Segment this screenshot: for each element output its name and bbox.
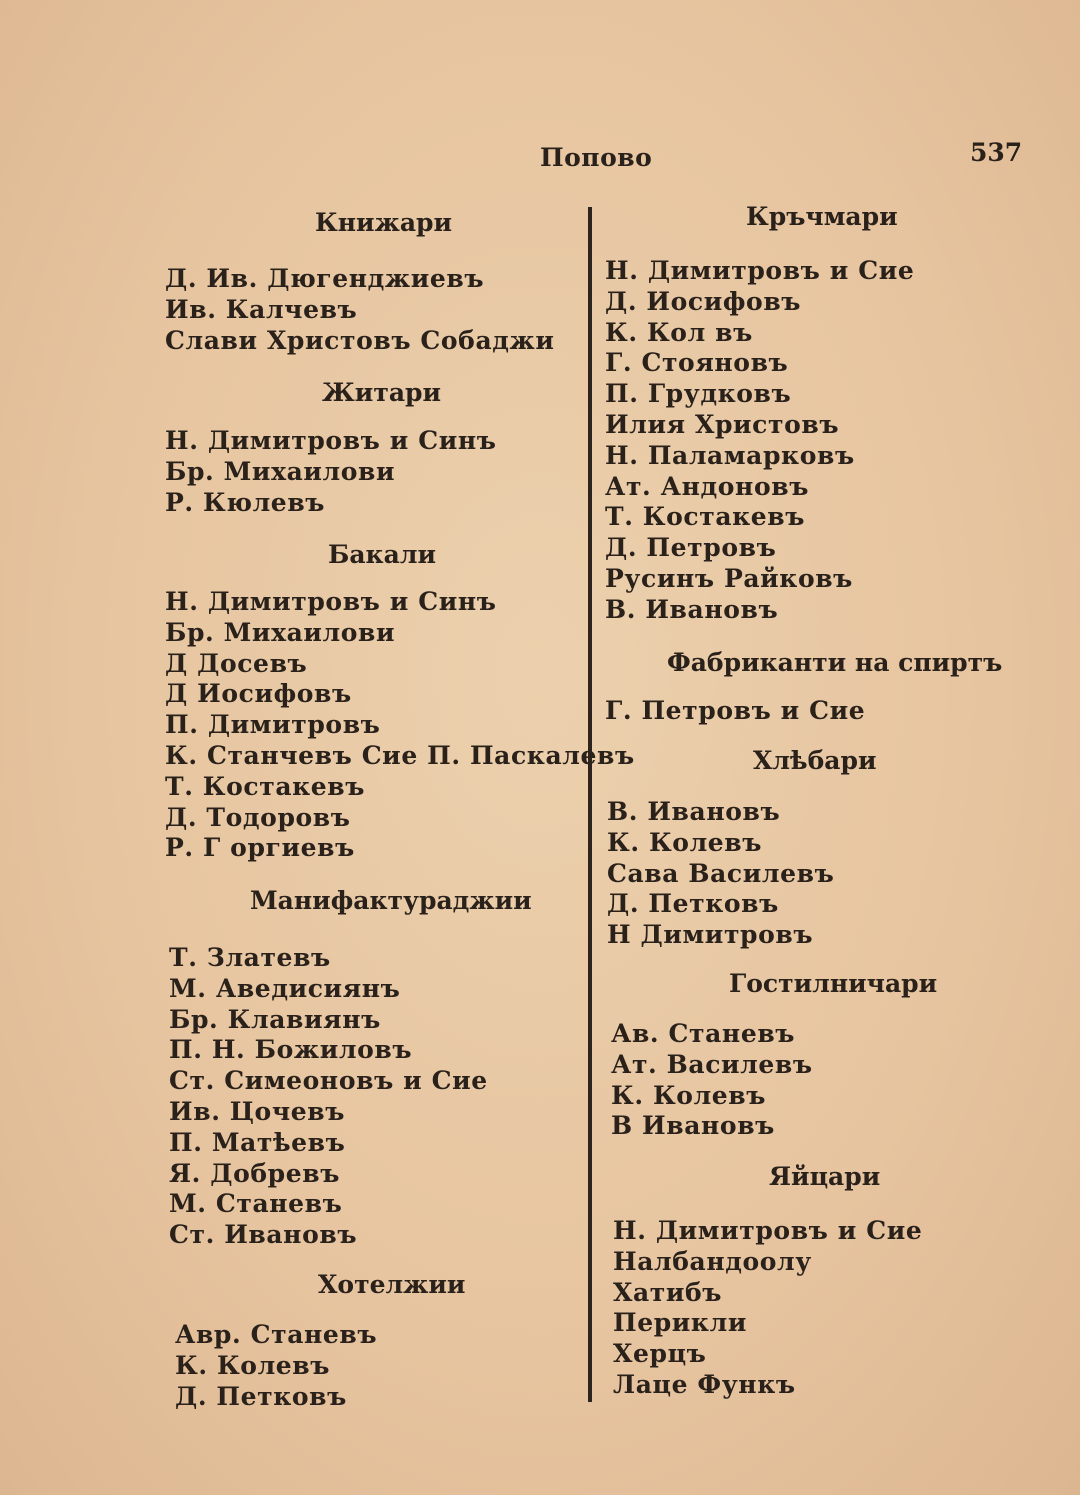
entry: Ат. Василевъ [611, 1049, 813, 1079]
entry: Д Досевъ [165, 648, 308, 678]
entry: Г. Стояновъ [605, 348, 789, 378]
entry: Перикли [613, 1308, 747, 1338]
entry: М. Станевъ [169, 1189, 343, 1219]
entry: К. Колевъ [607, 827, 763, 857]
entry: Хатибъ [613, 1277, 723, 1307]
entry: Т. Костакевъ [165, 771, 366, 801]
section-entries [175, 1320, 377, 1412]
entry: Русинъ Райковъ [605, 563, 853, 593]
entry: Лаце Функъ [613, 1369, 796, 1399]
entry: Н. Димитровъ и Синъ [165, 426, 497, 455]
section-entries [165, 426, 497, 518]
entry: Я. Добревъ [169, 1158, 340, 1188]
entry: К. Кол въ [605, 317, 753, 347]
entry: В Ивановъ [611, 1111, 775, 1141]
entry: Д. Петковъ [175, 1381, 347, 1411]
entry: В. Ивановъ [607, 797, 781, 826]
entry: П. Матѣевъ [169, 1127, 346, 1157]
entry: В. Ивановъ [605, 594, 779, 624]
section-heading: Гостилничари [729, 969, 938, 998]
section-heading: Яйцари [769, 1162, 881, 1191]
entry: Бр. Клавиянъ [169, 1004, 381, 1034]
entry: Херцъ [613, 1339, 707, 1369]
entry: Н. Паламарковъ [605, 440, 855, 470]
section-entries [605, 256, 914, 626]
page-number: 537 [970, 138, 1023, 167]
entry: Д. Иосифовъ [605, 286, 802, 316]
section-heading: Манифактураджии [250, 886, 532, 915]
entry: Налбандоолу [613, 1246, 812, 1276]
section-heading: Житари [322, 378, 442, 407]
entry: Ат. Андоновъ [605, 471, 809, 501]
entry: Т. Костакевъ [605, 502, 806, 532]
entry: Н Димитровъ [607, 920, 814, 950]
entry: Слави Христовъ Собаджи [165, 325, 555, 355]
entry: Сава Василевъ [607, 858, 835, 888]
entry: Д. Тодоровъ [165, 802, 351, 832]
entry: Д. Ив. Дюгенджиевъ [165, 264, 485, 293]
entry: Д Иосифовъ [165, 679, 352, 709]
section-heading: Хлѣбари [753, 746, 877, 775]
section-heading: Фабриканти на спиртъ [667, 648, 1003, 677]
section-entries [607, 797, 834, 951]
entry: Ив. Калчевъ [165, 294, 358, 324]
entry: Р. Г оргиевъ [165, 833, 355, 863]
running-title: Попово [540, 143, 653, 172]
entry: П. Н. Божиловъ [169, 1035, 413, 1065]
entry: Бр. Михаилови [165, 617, 396, 647]
entry: Илия Христовъ [605, 409, 840, 439]
entry: Ив. Цочевъ [169, 1096, 345, 1126]
entry: П. Димитровъ [165, 710, 381, 740]
entry: Н. Димитровъ и Сие [613, 1216, 923, 1245]
entry: Д. Петковъ [607, 889, 779, 919]
section-entries [165, 264, 555, 356]
section-heading: Хотелжии [318, 1270, 466, 1299]
section-entries [613, 1216, 922, 1401]
entry: Ав. Станевъ [611, 1019, 796, 1048]
entry: Т. Златевъ [169, 943, 331, 972]
entry: К. Колевъ [611, 1080, 767, 1110]
entry: Ст. Ивановъ [169, 1220, 358, 1250]
section-entries [611, 1019, 813, 1142]
section-entries [165, 587, 635, 864]
entry: Д. Петровъ [605, 533, 777, 563]
entry: К. Колевъ [175, 1350, 331, 1380]
section-heading: Книжари [315, 208, 453, 237]
section-entries [169, 943, 488, 1251]
section-heading: Кръчмари [746, 202, 898, 231]
entry: К. Станчевъ Сие П. Паскалевъ [165, 740, 635, 770]
entry: Н. Димитровъ и Синъ [165, 587, 497, 616]
entry: Бр. Михаилови [165, 456, 396, 486]
section-heading: Бакали [328, 540, 436, 569]
entry: М. Аведисиянъ [169, 973, 401, 1003]
entry: Н. Димитровъ и Сие [605, 256, 915, 285]
entry: Р. Кюлевъ [165, 487, 326, 517]
entry: П. Грудковъ [605, 379, 792, 409]
entry: Г. Петровъ и Сие [605, 696, 866, 725]
entry: Авр. Станевъ [175, 1320, 378, 1349]
entry: Ст. Симеоновъ и Сие [169, 1066, 488, 1096]
section-entries [605, 696, 865, 727]
